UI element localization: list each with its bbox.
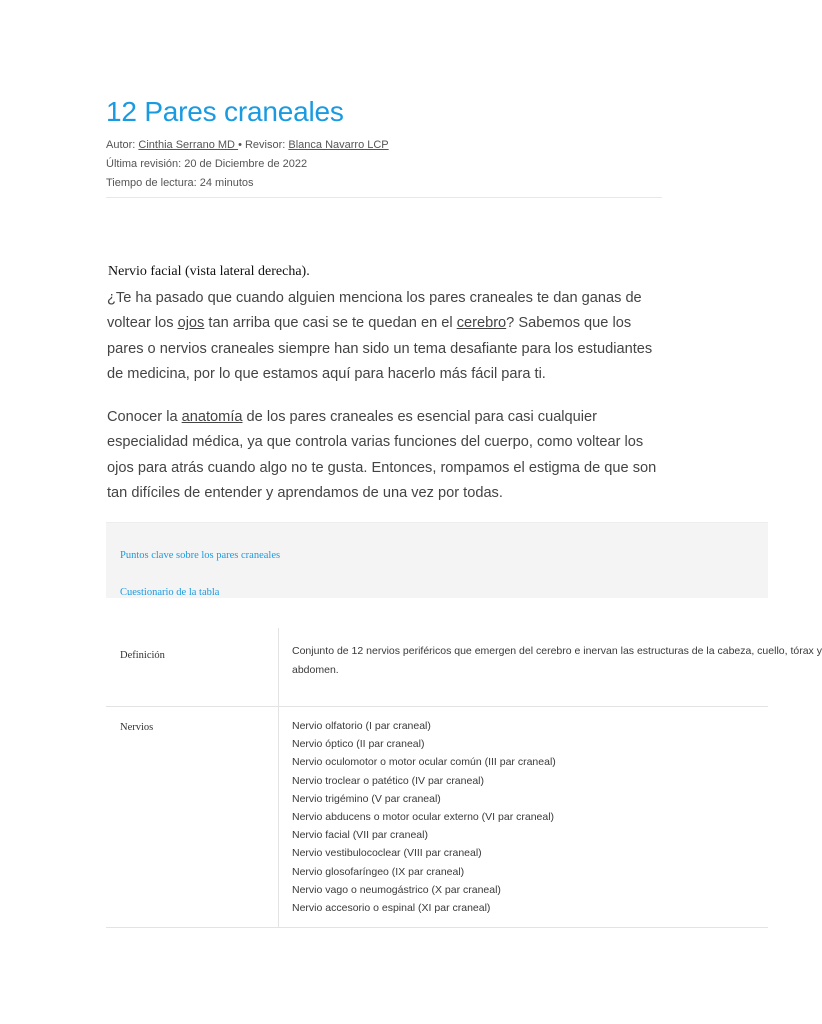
reviewer-prefix: • Revisor: (238, 139, 289, 151)
key-points-table (106, 522, 822, 928)
table-tabs-panel (106, 522, 768, 598)
table-row-definition (106, 628, 822, 707)
article-header (106, 96, 662, 198)
list-item: Nervio vestibulococlear (VIII par craneal) (292, 847, 482, 860)
intro-paragraph-2 (107, 405, 667, 507)
definition-text (292, 642, 822, 680)
list-item: Nervio óptico (II par craneal) (292, 738, 425, 751)
tab-quiz[interactable]: Cuestionario de la tabla (120, 587, 220, 598)
reviewer-link[interactable]: Blanca Navarro LCP (288, 139, 389, 151)
list-item: Nervio oculomotor o motor ocular común (III par craneal) (292, 756, 556, 769)
header-divider (106, 197, 662, 198)
definition-line-2: abdomen. (292, 664, 339, 676)
link-anatomia[interactable]: anatomía (181, 409, 243, 425)
list-item: Nervio facial (VII par craneal) (292, 829, 428, 842)
author-link[interactable]: Cinthia Serrano MD (138, 139, 239, 151)
link-cerebro[interactable]: cerebro (456, 315, 507, 332)
p2-text-a: Conocer la (107, 409, 182, 425)
list-item: Nervio vago o neumogástrico (X par craneal) (292, 883, 501, 896)
author-prefix: Autor: (106, 139, 139, 151)
table-column-divider (278, 628, 279, 927)
nerves-list (292, 717, 556, 917)
list-item: Nervio glosofaríngeo (IX par craneal) (292, 865, 465, 878)
definition-line-1: Conjunto de 12 nervios periféricos que emergen del cerebro e inervan las estructuras de la cabeza, cuello, tórax y (292, 645, 822, 657)
p1-text-c: ? Sabemos que los pares o nervios craneales siempre han sido un tema desafiante para los estudiantes de medicina, por lo que estamos aquí para hacerlo más fácil para ti. (107, 315, 653, 383)
list-item: Nervio trigémino (V par craneal) (292, 792, 441, 805)
reading-time: Tiempo de lectura: 24 minutos (106, 177, 254, 189)
p1-text-a: ¿Te ha pasado que cuando alguien menciona los pares craneales te dan ganas de voltear los (107, 290, 642, 332)
list-item: Nervio accesorio o espinal (XI par craneal) (292, 902, 491, 915)
tab-key-points[interactable]: Puntos clave sobre los pares craneales (120, 550, 281, 561)
nerves-label: Nervios (120, 722, 154, 733)
p2-text-b: de los pares craneales es esencial para casi cualquier especialidad médica, ya que controla varias funciones del cuerpo, como voltear los ojos para atrás cuando algo no te gusta. Entonces, rompamos el estigma de que son tan difíciles de entender y aprendamos de una vez por todas. (107, 409, 657, 502)
image-caption: Nervio facial (vista lateral derecha). (108, 264, 310, 279)
list-item: Nervio troclear o patético (IV par craneal) (292, 774, 484, 787)
list-item: Nervio olfatorio (I par craneal) (292, 720, 431, 732)
panel-border (106, 522, 768, 523)
author-line (106, 136, 662, 155)
definition-label: Definición (120, 650, 165, 661)
link-ojos[interactable]: ojos (177, 315, 205, 332)
p1-text-b: tan arriba que casi se te quedan en el (204, 315, 457, 332)
list-item: Nervio abducens o motor ocular externo (VI par craneal) (292, 811, 555, 824)
intro-paragraph-1 (107, 286, 667, 388)
last-revision: Última revisión: 20 de Diciembre de 2022 (106, 158, 308, 170)
table-row-nerves (106, 706, 768, 928)
page-title: 12 Pares craneales (106, 96, 344, 127)
